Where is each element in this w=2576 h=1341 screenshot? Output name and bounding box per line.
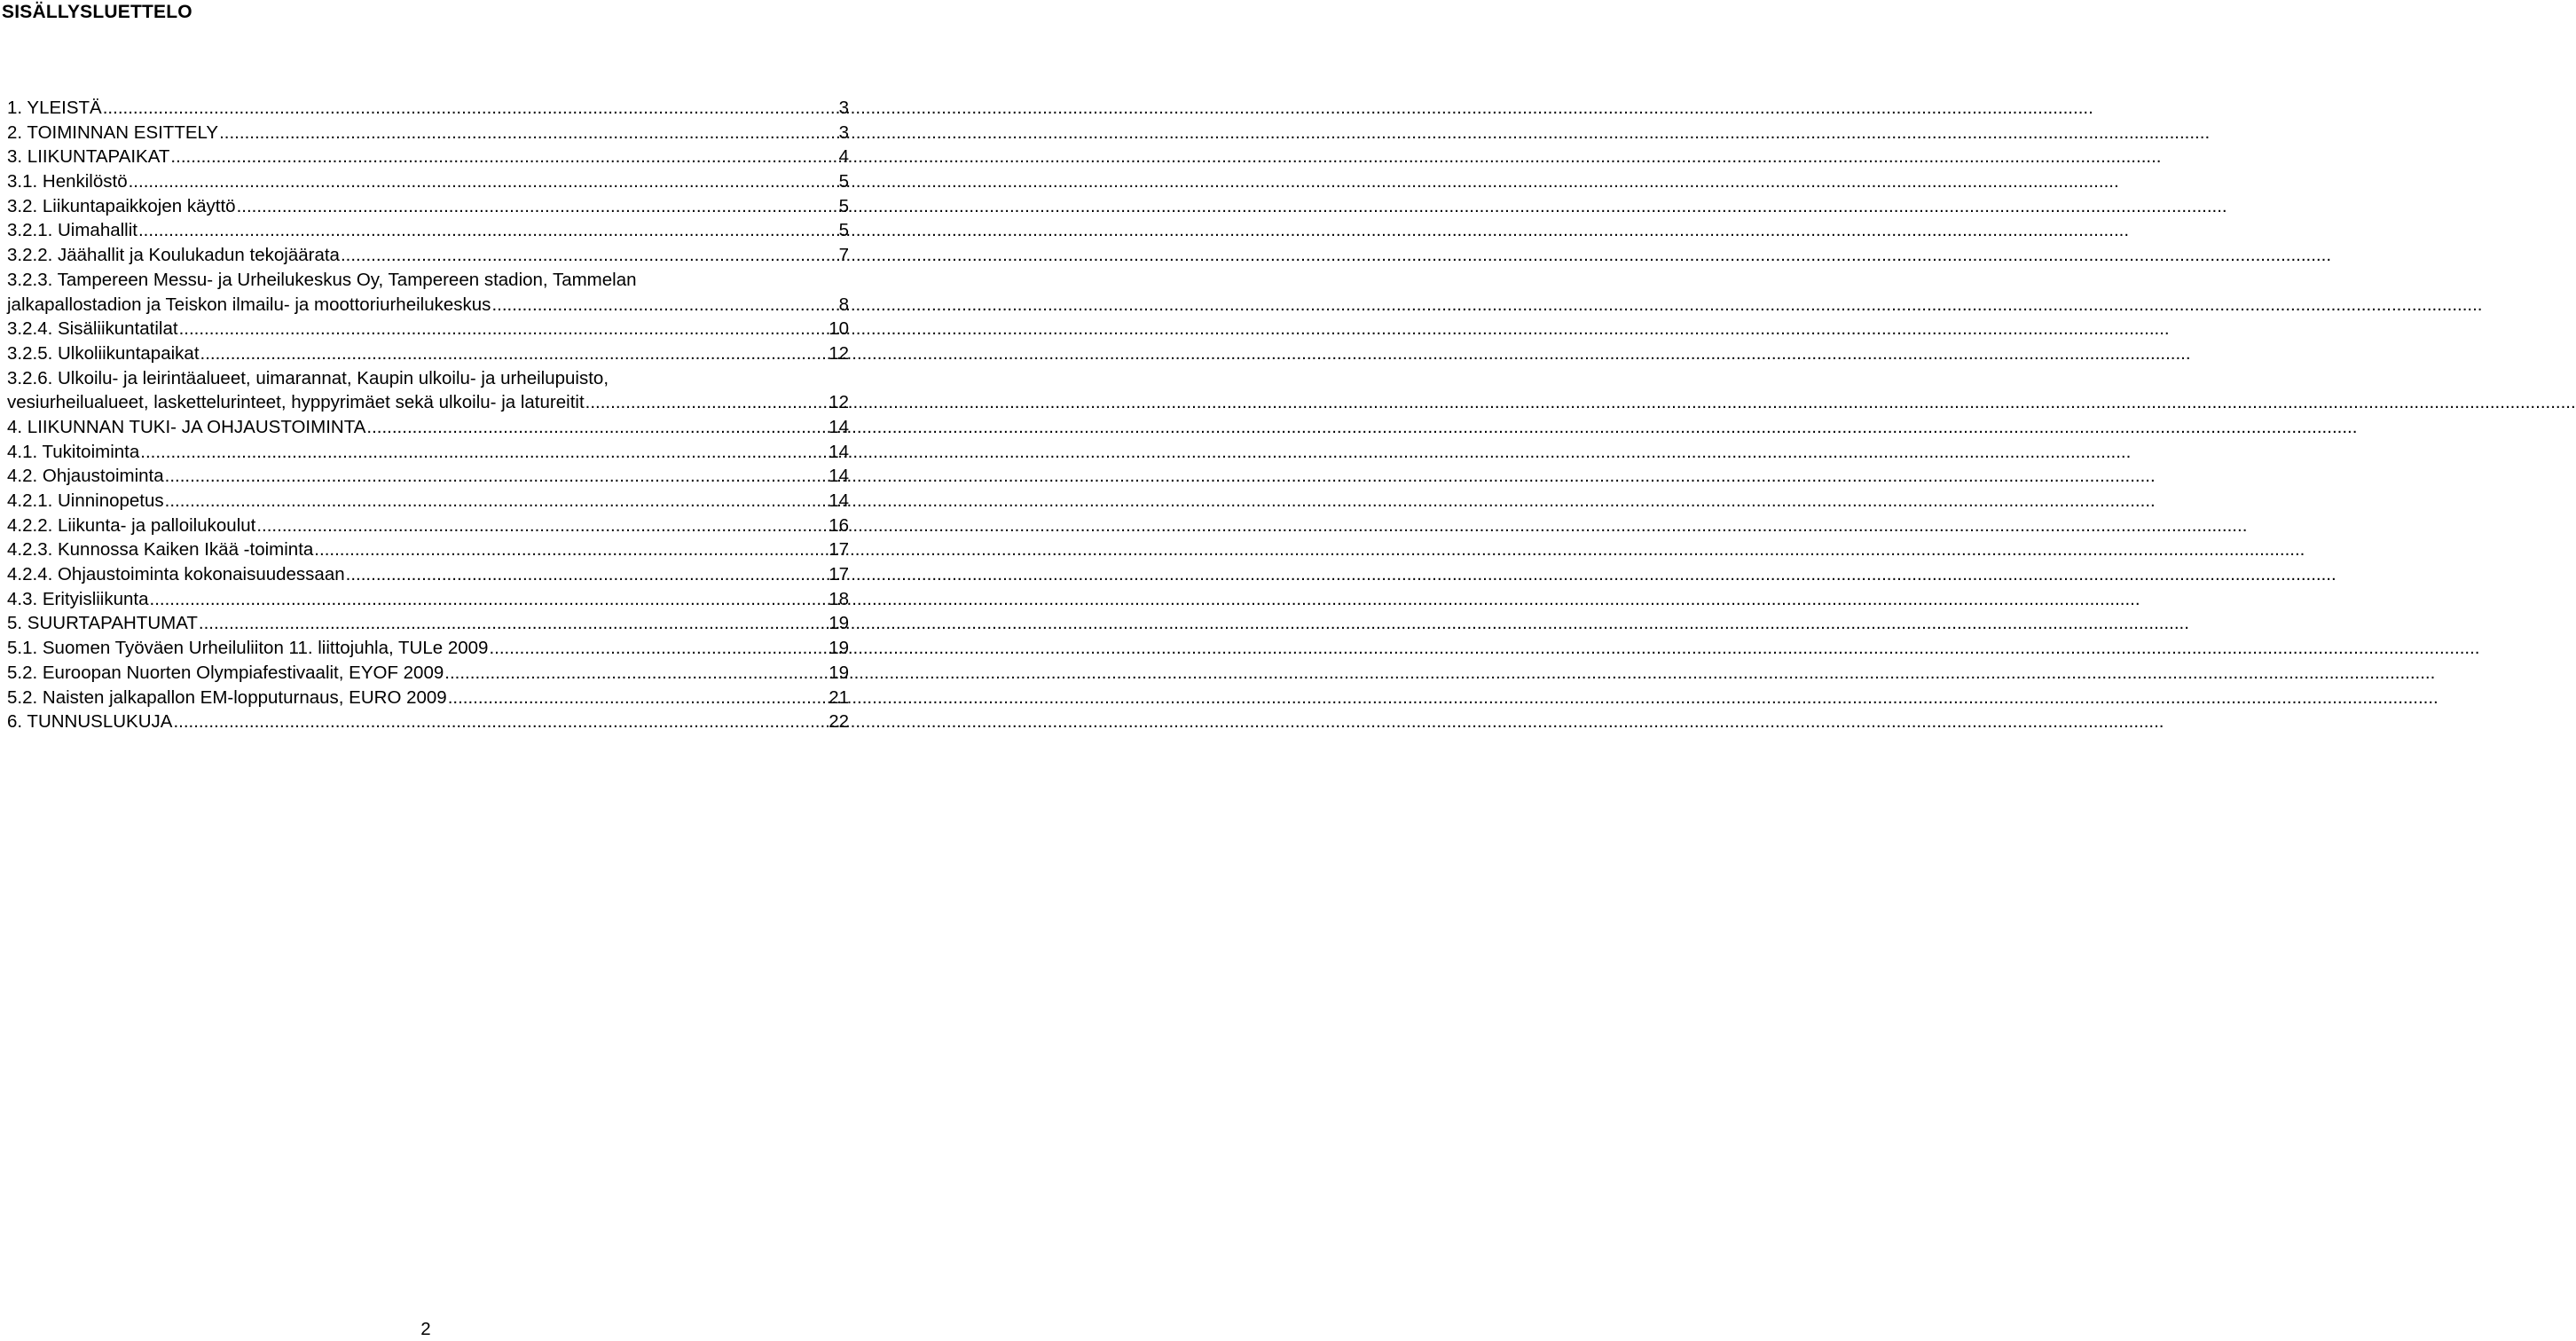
toc-entry-label: 4.1. Tukitoiminta [7,441,140,462]
toc-entry [7,243,849,268]
toc-dot-leader [129,169,839,194]
toc-entry [7,636,849,661]
toc-entry-page: 19 [829,613,849,634]
toc-entry-label: 3.2. Liikuntapaikkojen käyttö [7,195,236,216]
toc-entry-label: 3.2.2. Jäähallit ja Koulukadun tekojäärata [7,245,340,266]
toc-entry-label: 4.2. Ohjaustoiminta [7,466,164,487]
toc-entry-label: 5. SUURTAPAHTUMAT [7,613,198,634]
toc-entry-label: 2. TOIMINNAN ESITTELY [7,122,219,143]
page-number: 2 [420,1319,431,1339]
page-title: SISÄLLYSLUETTELO [2,2,192,22]
toc-entry-page: 14 [829,490,849,511]
toc-dot-leader [489,636,829,661]
toc-entry [7,121,849,145]
toc-entry-label-line: 3.2.3. Tampereen Messu- ja Urheilukeskus Oy, Tampereen stadion, Tammelan [7,269,637,290]
toc-entry [7,537,849,562]
toc-entry-label: 3.2.1. Uimahallit [7,220,137,241]
toc-entry [7,710,849,734]
toc-dot-leader [150,587,829,612]
toc-entry-label: 3.1. Henkilöstö [7,171,128,192]
toc-entry-page: 3 [838,98,849,118]
toc-dot-leader [585,390,829,415]
toc-entry-page: 12 [829,342,849,364]
toc-entry-label: 1. YLEISTÄ [7,98,102,118]
toc-entry-label: 5.1. Suomen Työväen Urheiluliiton 11. liittojuhla, TULe 2009 [7,638,489,659]
toc-dot-leader [366,415,829,440]
toc-entry [7,562,849,587]
toc-entry-label: 6. TUNNUSLUKUJA [7,711,173,733]
toc-entry-page: 5 [838,220,849,241]
toc-entry [7,341,849,366]
toc-entry [7,96,849,121]
toc-dot-leader [179,317,829,341]
toc-entry-label: 4.2.1. Uinninopetus [7,490,164,511]
toc-dot-leader [165,464,829,489]
toc-entry-page: 4 [838,146,849,168]
toc-entry [7,514,849,538]
toc-dot-leader [341,243,839,268]
table-of-contents [7,96,849,734]
toc-entry [7,464,849,489]
toc-entry-page: 3 [838,122,849,143]
toc-entry-page: 17 [829,539,849,561]
toc-entry-label: 4.2.4. Ohjaustoiminta kokonaisuudessaan [7,564,345,585]
toc-dot-leader [219,121,839,145]
toc-dot-leader [165,489,829,514]
toc-entry [7,317,849,341]
toc-entry [7,145,849,169]
toc-entry-page: 14 [829,466,849,487]
toc-entry-page: 5 [838,195,849,216]
toc-entry-label-line: 3.2.6. Ulkoilu- ja leirintäalueet, uimarannat, Kaupin ulkoilu- ja urheilupuisto, [7,367,609,388]
toc-dot-leader [256,514,829,538]
toc-dot-leader [346,562,829,587]
toc-dot-leader [448,686,829,710]
toc-entry-label: 4.2.3. Kunnossa Kaiken Ikää -toiminta [7,539,314,561]
toc-entry-label: 3.2.5. Ulkoliikuntapaikat [7,342,200,364]
toc-entry [7,194,849,219]
toc-entry [7,661,849,686]
toc-entry-page: 10 [829,318,849,340]
toc-entry-label: 3. LIIKUNTAPAIKAT [7,146,170,168]
toc-dot-leader [170,145,838,169]
toc-entry-page: 22 [829,711,849,733]
toc-entry-label: jalkapallostadion ja Teiskon ilmailu- ja moottoriurheilukeskus [7,294,491,315]
toc-entry-page: 18 [829,588,849,609]
toc-dot-leader [444,661,829,686]
toc-entry-page: 16 [829,514,849,536]
toc-entry-page: 12 [829,392,849,413]
toc-dot-leader [199,611,829,636]
toc-entry-page: 21 [829,686,849,708]
toc-entry-label: 5.2. Euroopan Nuorten Olympiafestivaalit, EYOF 2009 [7,662,444,683]
toc-entry-page: 5 [838,171,849,192]
toc-entry-label: 5.2. Naisten jalkapallon EM-lopputurnaus, EURO 2009 [7,686,447,708]
toc-entry-page: 19 [829,662,849,683]
toc-entry-page: 19 [829,638,849,659]
toc-entry-page: 8 [838,294,849,315]
toc-entry [7,489,849,514]
toc-entry-label: vesiurheilualueet, laskettelurinteet, hyppyrimäet sekä ulkoilu- ja latureitit [7,392,585,413]
toc-entry-page: 7 [838,245,849,266]
toc-entry [7,366,849,415]
toc-entry-page: 14 [829,441,849,462]
toc-dot-leader [237,194,839,219]
toc-entry [7,440,849,465]
toc-dot-leader [140,440,829,465]
toc-entry [7,611,849,636]
toc-entry [7,415,849,440]
toc-entry-page: 14 [829,416,849,437]
toc-dot-leader [103,96,839,121]
toc-entry [7,268,849,317]
toc-entry [7,218,849,243]
toc-entry [7,169,849,194]
toc-dot-leader [200,341,829,366]
toc-entry-label: 4.3. Erityisliikunta [7,588,149,609]
toc-dot-leader [138,218,839,243]
toc-dot-leader [314,537,829,562]
toc-entry [7,587,849,612]
toc-entry [7,686,849,710]
toc-dot-leader [173,710,829,734]
toc-entry-label: 4.2.2. Liikunta- ja palloilukoulut [7,514,256,536]
toc-dot-leader [491,293,838,318]
toc-entry-page: 17 [829,564,849,585]
toc-entry-label: 3.2.4. Sisäliikuntatilat [7,318,178,340]
toc-entry-label: 4. LIIKUNNAN TUKI- JA OHJAUSTOIMINTA [7,416,366,437]
